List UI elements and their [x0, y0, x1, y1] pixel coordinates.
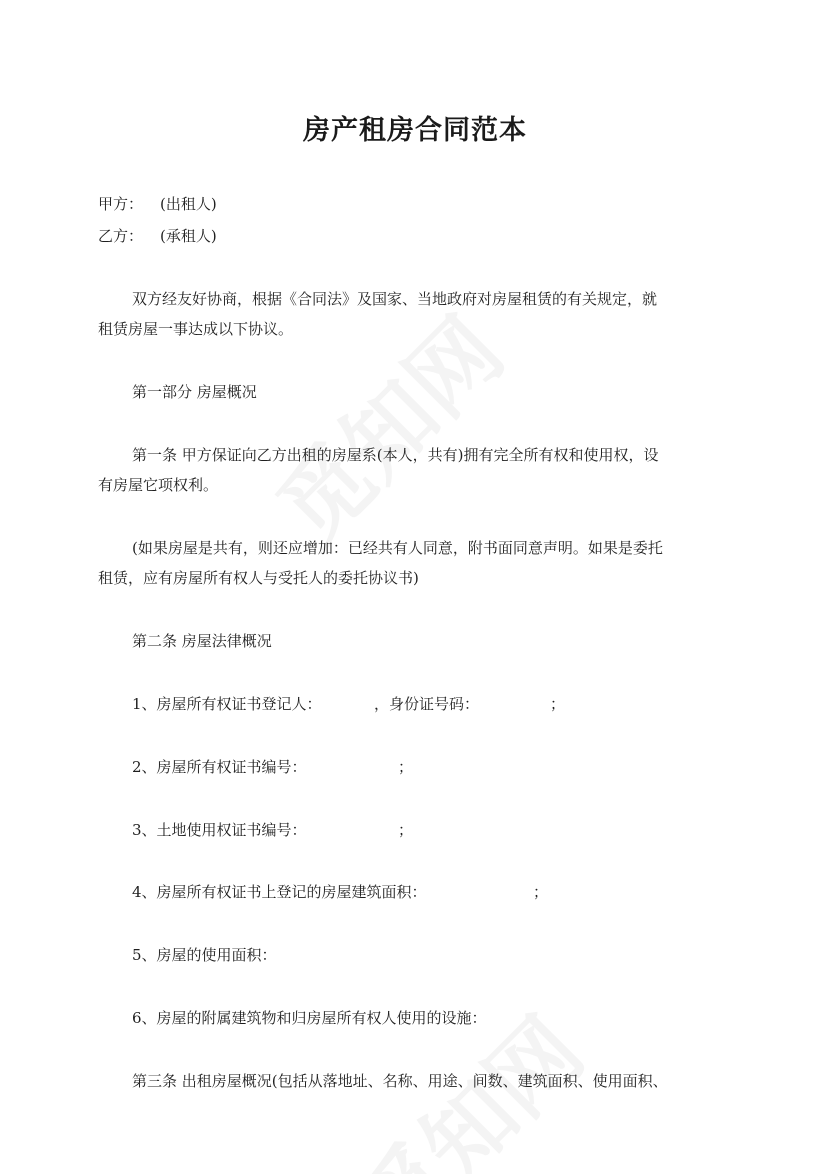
article2-heading: 第二条 房屋法律概况 — [132, 632, 272, 650]
list-item: 2、房屋所有权证书编号： — [132, 758, 307, 776]
list-item: 6、房屋的附属建筑物和归房屋所有权人使用的设施： — [132, 1009, 487, 1027]
intro-line-2: 租赁房屋一事达成以下协议。 — [98, 320, 294, 338]
note-line-2: 租赁，应有房屋所有权人与受托人的委托协议书) — [98, 569, 419, 587]
list-item — [132, 694, 322, 714]
item-terminator: ； — [550, 695, 566, 713]
article3-line: 第三条 出租房屋概况(包括从落地址、名称、用途、间数、建筑面积、使用面积、 — [132, 1072, 668, 1090]
party-b-value: (承租人) — [160, 227, 217, 245]
item-id-label: ，身份证号码： — [374, 695, 480, 713]
party-b-line — [98, 226, 217, 246]
list-item: 5、房屋的使用面积： — [132, 946, 277, 964]
item-terminator: ； — [398, 758, 414, 776]
list-item: 3、土地使用权证书编号： — [132, 821, 307, 839]
article1-line-2: 有房屋它项权利。 — [98, 476, 219, 494]
list-item: 4、房屋所有权证书上登记的房屋建筑面积： — [132, 883, 427, 901]
part1-heading: 第一部分 房屋概况 — [132, 383, 257, 401]
article1-line-1: 第一条 甲方保证向乙方出租的房屋系(本人，共有)拥有完全所有权和使用权，设 — [132, 446, 659, 464]
item-terminator: ； — [398, 821, 414, 839]
note-line-1: (如果房屋是共有，则还应增加：已经共有人同意，附书面同意声明。如果是委托 — [132, 539, 663, 557]
document-title: 房产租房合同范本 — [303, 115, 527, 146]
item-label: 1、房屋所有权证书登记人： — [132, 695, 322, 713]
intro-line-1: 双方经友好协商，根据《合同法》及国家、当地政府对房屋租赁的有关规定，就 — [132, 290, 658, 308]
item-terminator: ； — [533, 883, 549, 901]
party-b-label: 乙方： — [98, 227, 144, 245]
party-a-line — [98, 194, 217, 214]
party-a-value: (出租人) — [160, 195, 217, 213]
party-a-label: 甲方： — [98, 195, 144, 213]
